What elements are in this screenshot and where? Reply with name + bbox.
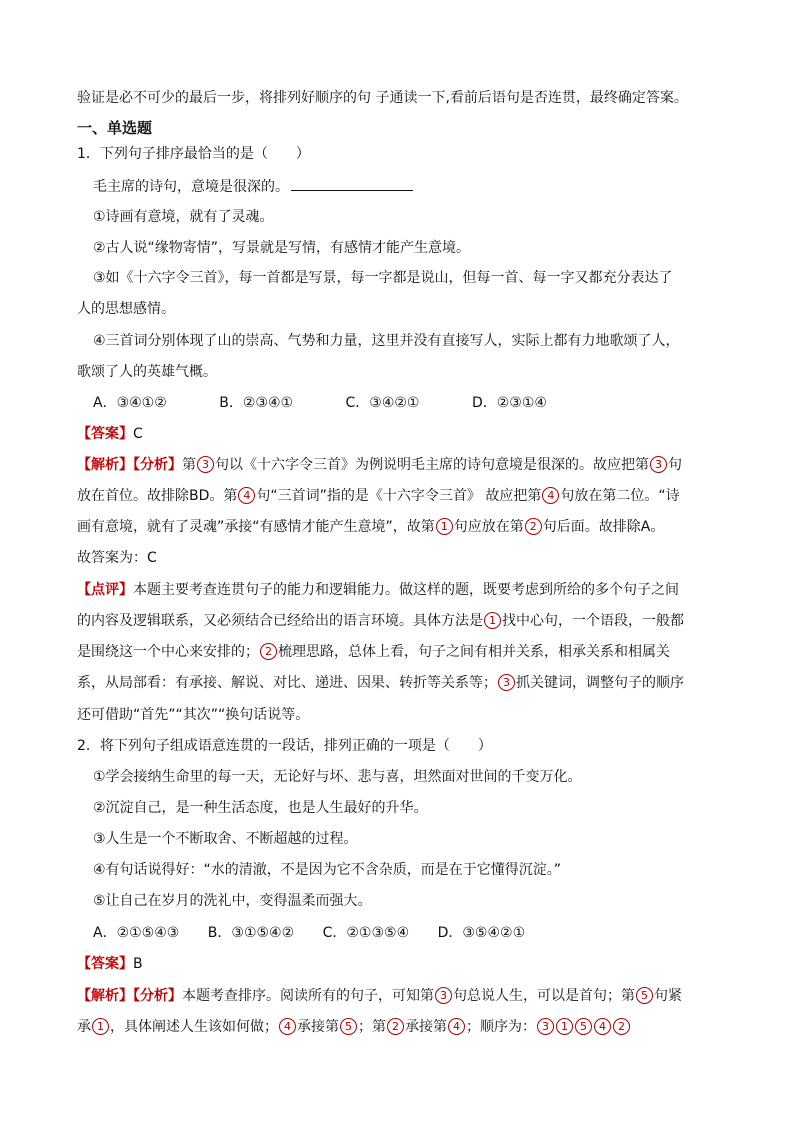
q2-analysis-tag: 【解析】【分析】 xyxy=(77,988,182,1004)
q2-sentence-4: ④有句话说得好：“水的清澈，不是因为它不含杂质，而是在于它懂得沉淀。” xyxy=(93,862,562,878)
q2-sentence-1: ①学会接纳生命里的每一天，无论好与坏、悲与喜，坦然面对世间的千变万化。 xyxy=(93,769,582,785)
text-span: 句放在第二位。“诗 xyxy=(560,488,680,504)
text-span: 承接第 xyxy=(405,1019,447,1035)
q2-option-a[interactable]: A．②①⑤④③ xyxy=(93,925,180,941)
q1-answer-tag: 【答案】 xyxy=(77,426,133,442)
text-span: ；第 xyxy=(358,1019,386,1035)
circled-number: 2 xyxy=(525,518,542,535)
q1-option-b[interactable]: B．②③④① xyxy=(219,395,294,411)
q2-stem: 2．将下列句子组成语意连贯的一段话，排列正确的一项是（ ） xyxy=(77,738,492,754)
q1-comment-tag: 【点评】 xyxy=(77,582,133,598)
text-span: 画有意境，就有了灵魂”承接“有感情才能产生意境”，故第 xyxy=(77,519,435,535)
text-span: 系，从局部看：有承接、解说、对比、递进、因果、转折等关系等； xyxy=(77,675,497,691)
q2-option-b[interactable]: B．③①⑤④② xyxy=(207,925,295,941)
circled-number: 3 xyxy=(650,456,667,473)
text-span: 本题考查排序。阅读所有的句子，可知第 xyxy=(182,988,434,1004)
text-span: ，具体阐述人生该如何做； xyxy=(110,1019,278,1035)
circled-number: 3 xyxy=(435,987,452,1004)
q1-sentence-3-line1: ③如《十六字令三首》，每一首都是写景，每一字都是说山，但每一首、每一字又都充分表达了 xyxy=(93,270,673,286)
q1-sentence-1: ①诗画有意境，就有了灵魂。 xyxy=(93,209,274,225)
text-span: 句“三首词”指的是《十六字令三首》 故应把第 xyxy=(256,488,542,504)
q1-comment-line5: 还可借助“首先”“其次”“换句话说等。 xyxy=(77,707,310,723)
q1-option-c[interactable]: C．③④②① xyxy=(345,395,420,411)
circled-number: 3 xyxy=(498,674,515,691)
circled-number: 2 xyxy=(387,1018,404,1035)
q1-comment-line4 xyxy=(77,673,684,693)
circled-number: 3 xyxy=(197,456,214,473)
q2-answer-value: B xyxy=(133,956,143,972)
q1-lead-sentence xyxy=(93,176,413,197)
circled-number: 4 xyxy=(238,487,255,504)
circled-number: 4 xyxy=(448,1018,465,1035)
q1-answer-value: C xyxy=(133,426,143,442)
circled-number: 3 xyxy=(537,1018,554,1035)
text-span: 句应放在第 xyxy=(453,519,524,535)
text-span: ；顺序为： xyxy=(466,1019,536,1035)
q1-option-d[interactable]: D．②③①④ xyxy=(471,395,547,411)
q2-option-d[interactable]: D．③⑤④②① xyxy=(437,925,526,941)
circled-number: 2 xyxy=(260,643,277,660)
circled-number: 1 xyxy=(556,1018,573,1035)
text-span: 找中心句，一个语段，一般都 xyxy=(502,613,684,629)
q1-comment-line1 xyxy=(77,580,679,600)
text-span: 句总说人生，可以是首句；第 xyxy=(453,988,635,1004)
text-span: 句后面。故排除A。 xyxy=(542,519,665,535)
text-span: 抓关键词，调整句子的顺序 xyxy=(516,675,684,691)
q1-analysis-tag: 【解析】【分析】 xyxy=(77,457,182,473)
q2-answer-tag: 【答案】 xyxy=(77,956,133,972)
q1-answer-blank xyxy=(291,176,413,191)
q2-analysis-line2 xyxy=(77,1017,631,1037)
circled-number: 2 xyxy=(613,1018,630,1035)
q1-comment-line2 xyxy=(77,611,684,631)
circled-number: 4 xyxy=(542,487,559,504)
text-span: 承接第 xyxy=(297,1019,339,1035)
q2-option-c[interactable]: C．②①③⑤④ xyxy=(322,925,410,941)
section-title: 一、单选题 xyxy=(77,119,153,137)
q2-analysis-line1 xyxy=(77,986,682,1006)
q1-options xyxy=(93,393,595,413)
q2-options xyxy=(93,923,525,943)
q2-answer xyxy=(77,954,143,974)
text-span: 句以《十六字令三首》为例说明毛主席的诗句意境是很深的。故应把第 xyxy=(215,457,649,473)
q1-analysis-line3 xyxy=(77,517,664,537)
text-span: 放在首位。故排除BD。第 xyxy=(77,488,238,504)
q2-sentence-5: ⑤让自己在岁月的洗礼中，变得温柔而强大。 xyxy=(93,893,372,909)
circled-number: 1 xyxy=(92,1018,109,1035)
circled-number: 4 xyxy=(279,1018,296,1035)
circled-number: 5 xyxy=(636,987,653,1004)
q1-sentence-4-line1: ④三首词分别体现了山的崇高、气势和力量，这里并没有直接写人，实际上都有力地歌颂了人， xyxy=(93,333,680,349)
text-span: 承 xyxy=(77,1019,91,1035)
text-span: 句 xyxy=(668,457,682,473)
circled-number: 1 xyxy=(484,612,501,629)
q1-final-answer: 故答案为：C xyxy=(77,550,157,566)
text-span: 是围绕这一个中心来安排的； xyxy=(77,644,259,660)
q1-answer xyxy=(77,424,143,444)
q1-sentence-3-line2: 人的思想感情。 xyxy=(77,301,175,317)
circled-number: 5 xyxy=(340,1018,357,1035)
text-span: 句紧 xyxy=(654,988,682,1004)
text-span: 第 xyxy=(182,457,196,473)
text-span: 梳理思路，总体上看，句子之间有相并关系，相承关系和相属关 xyxy=(278,644,670,660)
q2-sentence-3: ③人生是一个不断取舍、不断超越的过程。 xyxy=(93,831,358,847)
circled-number: 5 xyxy=(575,1018,592,1035)
q1-lead-text: 毛主席的诗句，意境是很深的。 xyxy=(93,179,289,195)
text-span: 本题主要考查连贯句子的能力和逻辑能力。做这样的题，既要考虑到所给的多个句子之间 xyxy=(133,582,679,598)
circled-number: 1 xyxy=(436,518,453,535)
intro-text: 验证是必不可少的最后一步，将排列好顺序的句 子通读一下,看前后语句是否连贯，最终确定答案。 xyxy=(77,90,688,106)
q2-sequence xyxy=(536,1019,631,1035)
circled-number: 4 xyxy=(594,1018,611,1035)
q2-sentence-2: ②沉淀自己，是一种生活态度，也是人生最好的升华。 xyxy=(93,800,428,816)
q1-option-a[interactable]: A．③④①② xyxy=(93,395,167,411)
q1-stem: 1．下列句子排序最恰当的是（ ） xyxy=(77,146,310,162)
q1-analysis-line2 xyxy=(77,486,680,506)
q1-sentence-4-line2: 歌颂了人的英雄气概。 xyxy=(77,364,217,380)
q1-comment-line3 xyxy=(77,642,670,662)
q1-analysis-line1 xyxy=(77,455,682,475)
q1-sentence-2: ②古人说“缘物寄情”，写景就是写情，有感情才能产生意境。 xyxy=(93,240,471,256)
text-span: 的内容及逻辑联系，又必须结合已经给出的语言环境。具体方法是 xyxy=(77,613,483,629)
